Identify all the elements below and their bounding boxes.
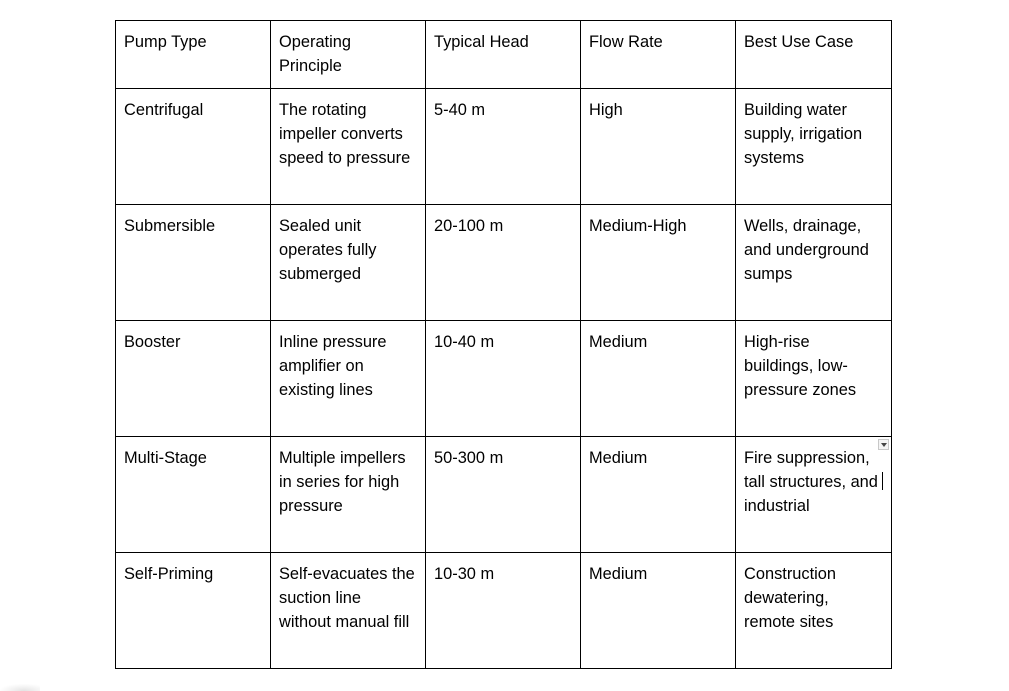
table-cell[interactable]: Construction dewatering, remote sites: [736, 553, 892, 669]
header-cell-flow-rate[interactable]: Flow Rate: [581, 21, 736, 89]
header-cell-operating-principle[interactable]: Operating Principle: [271, 21, 426, 89]
header-cell-pump-type[interactable]: Pump Type: [116, 21, 271, 89]
table-cell[interactable]: Medium-High: [581, 205, 736, 321]
table-cell[interactable]: 20-100 m: [426, 205, 581, 321]
table-cell[interactable]: 10-40 m: [426, 321, 581, 437]
table-cell[interactable]: Inline pressure amplifier on existing lines: [271, 321, 426, 437]
table-cell[interactable]: High-rise buildings, low-pressure zones: [736, 321, 892, 437]
table-cell[interactable]: Self-evacuates the suction line without manual fill: [271, 553, 426, 669]
active-cell-text: Fire suppression, tall structures, and industrial: [744, 449, 883, 516]
pump-comparison-table[interactable]: [115, 20, 892, 669]
table-cell[interactable]: Medium: [581, 553, 736, 669]
table-cell[interactable]: Submersible: [116, 205, 271, 321]
table-cell[interactable]: Medium: [581, 321, 736, 437]
table-cell[interactable]: 10-30 m: [426, 553, 581, 669]
table-cell[interactable]: Multiple impellers in series for high pressure: [271, 437, 426, 553]
table-cell[interactable]: Centrifugal: [116, 89, 271, 205]
table-cell[interactable]: Booster: [116, 321, 271, 437]
table-cell[interactable]: Sealed unit operates fully submerged: [271, 205, 426, 321]
table-cell[interactable]: Multi-Stage: [116, 437, 271, 553]
table-cell-active[interactable]: [736, 437, 892, 553]
table-row: [116, 553, 892, 669]
table-cell[interactable]: The rotating impeller converts speed to pressure: [271, 89, 426, 205]
table-header-row: [116, 21, 892, 89]
table-cell[interactable]: 5-40 m: [426, 89, 581, 205]
table-row: [116, 89, 892, 205]
table-row: [116, 205, 892, 321]
table-cell[interactable]: Medium: [581, 437, 736, 553]
header-cell-best-use-case[interactable]: Best Use Case: [736, 21, 892, 89]
table-cell[interactable]: 50-300 m: [426, 437, 581, 553]
table-cell[interactable]: Wells, drainage, and underground sumps: [736, 205, 892, 321]
page-corner-shadow: [0, 684, 40, 691]
table-row: [116, 321, 892, 437]
table-cell[interactable]: Building water supply, irrigation systems: [736, 89, 892, 205]
header-cell-typical-head[interactable]: Typical Head: [426, 21, 581, 89]
table-row: [116, 437, 892, 553]
table-cell[interactable]: Self-Priming: [116, 553, 271, 669]
table-cell[interactable]: High: [581, 89, 736, 205]
text-cursor: [882, 472, 883, 490]
chevron-down-icon[interactable]: [878, 439, 889, 450]
